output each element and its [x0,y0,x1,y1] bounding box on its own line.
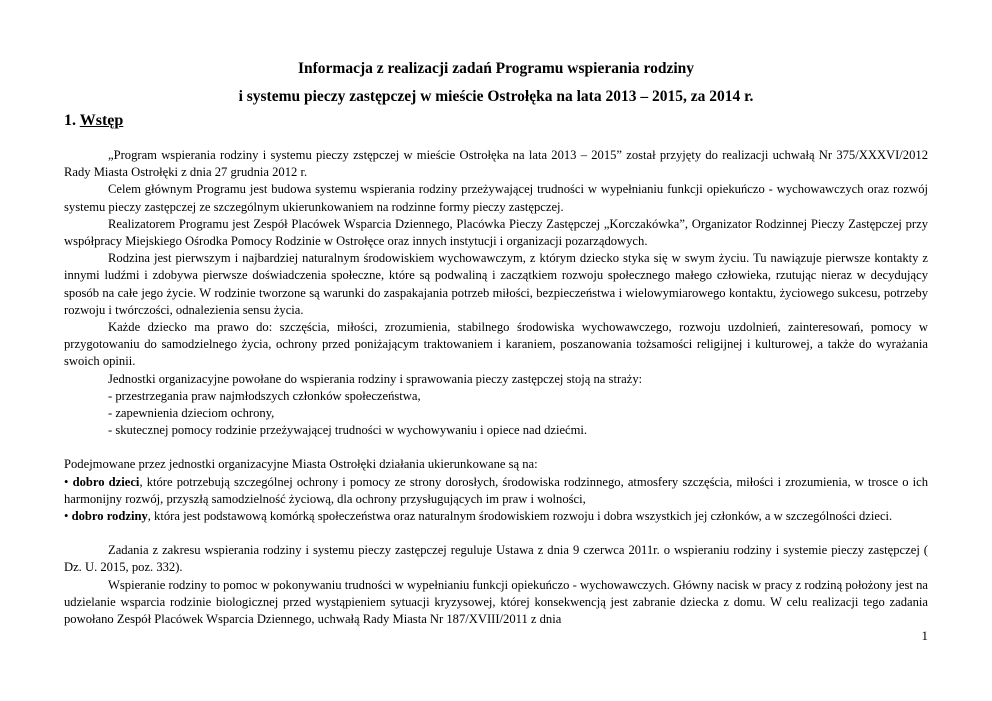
bullet-text: , które potrzebują szczególnej ochrony i pomocy ze strony dorosłych, środowiska rodzinnego, atmosfery szczęścia, miłości i zrozumienia, w trosce o ich harmonijny rozwój, przyszłą samodzielność życiową, dla ochrony przysługujących im praw i wolności, [64,474,929,506]
paragraph: Wspieranie rodziny to pomoc w pokonywaniu trudności w wypełnianiu funkcji opiekuńczo - wychowawczych. Główny nacisk w pracy z rodziną położony jest na udzielanie wsparcia rodzinie biologicznej przed wystąpieniem sytuacji kryzysowej, której konsekwencją jest zabranie dziecka z domu. W celu realizacji tego zadania powołano Zespół Placówek Wsparcia Dziennego, uchwałą Rady Miasta Nr 187/XVIII/2011 z dnia [64,577,928,627]
paragraph: Zadania z zakresu wspierania rodziny i systemu pieczy zastępczej reguluje Ustawa z dnia 9 czerwca 2011r. o wspieraniu rodziny i systemie pieczy zastępczej ( Dz. U. 2015, poz. 332). [64,543,928,575]
bullet-item [64,474,928,508]
paragraph: „Program wspierania rodziny i systemu pieczy zstępczej w mieście Ostrołęka na lata 2013 – 2015” został przyjęty do realizacji uchwałą Nr 375/XXXVI/2012 Rady Miasta Ostrołęki z dnia 27 grudnia 2012 r. [64,148,928,180]
document-title-line2: i systemu pieczy zastępczej w mieście Ostrołęka na lata 2013 – 2015, za 2014 r. [238,88,754,105]
bullet-item [64,508,928,525]
list-item: - zapewnienia dzieciom ochrony, [108,406,275,421]
spacer [64,439,928,456]
list-item: - skutecznej pomocy rodzinie przeżywającej trudności w wychowywaniu i opiece nad dziećmi. [108,423,588,438]
paragraph: Celem głównym Programu jest budowa systemu wspierania rodziny przeżywającej trudności w wypełnianiu funkcji opiekuńczo - wychowawczych oraz rozwój systemu pieczy zastępczej ze szczególnym ukierunkowaniem na rodzinne formy pieczy zastępczej. [64,182,928,214]
section-number: 1. [64,112,76,129]
paragraph: Realizatorem Programu jest Zespół Placówek Wsparcia Dziennego, Placówka Pieczy Zastępczej „Korczakówka”, Organizator Rodzinnej Pieczy Zastępczej przy współpracy Miejskiego Ośrodka Pomocy Rodzinie w Ostrołęce oraz innych instytucji i organizacji pozarządowych. [64,216,928,249]
paragraph: Rodzina jest pierwszym i najbardziej naturalnym środowiskiem wychowawczym, z którym dziecko styka się w swym życiu. Tu nawiązuje pierwsze kontakty z innymi ludźmi i zdobywa pierwsze doświadczenia społeczne, które są podwaliną i zaczątkiem rozwoju społecznego małego człowieka, rzutując nieraz w decydujący sposób na całe jego życie. W rodzinie tworzone są warunki do zaspakajania potrzeb miłości, bezpieczeństwa i wielowymiarowego kontaktu, życiowego sukcesu, potrzeby rozwoju i twórczości, odnalezienia sensu życia. [64,251,928,317]
bullet-text: , która jest podstawową komórką społeczeństwa oraz naturalnym środowiskiem rozwoju i dobra wszystkich jej członków, a w szczególności dzieci. [147,509,893,524]
spacer [64,525,928,542]
bullet-bold: dobro rodziny [71,509,148,524]
document-body [64,147,928,628]
page-number: 1 [921,628,928,643]
bullet-symbol: • [64,474,69,489]
paragraph: Podejmowane przez jednostki organizacyjne Miasta Ostrołęki działania ukierunkowane są na: [64,457,538,472]
list-item: - przestrzegania praw najmłodszych członków społeczeństwa, [108,388,421,403]
bullet-symbol: • [64,509,69,524]
paragraph: Jednostki organizacyjne powołane do wspierania rodziny i sprawowania pieczy zastępczej stoją na straży: [108,371,643,386]
section-heading [64,112,123,130]
paragraph: Każde dziecko ma prawo do: szczęścia, miłości, zrozumienia, stabilnego środowiska wychowawczego, rozwoju uzdolnień, zainteresowań, pomocy w przygotowaniu do samodzielnego życia, ochrony przed poniżającym traktowaniem i karaniem, poszanowania tożsamości religijnej i kulturowej, a także do wyrażania swoich opinii. [64,320,928,369]
document-title-line1: Informacja z realizacji zadań Programu wspierania rodziny [297,60,695,77]
section-name: Wstęp [79,112,124,129]
bullet-bold: dobro dzieci [72,474,140,489]
